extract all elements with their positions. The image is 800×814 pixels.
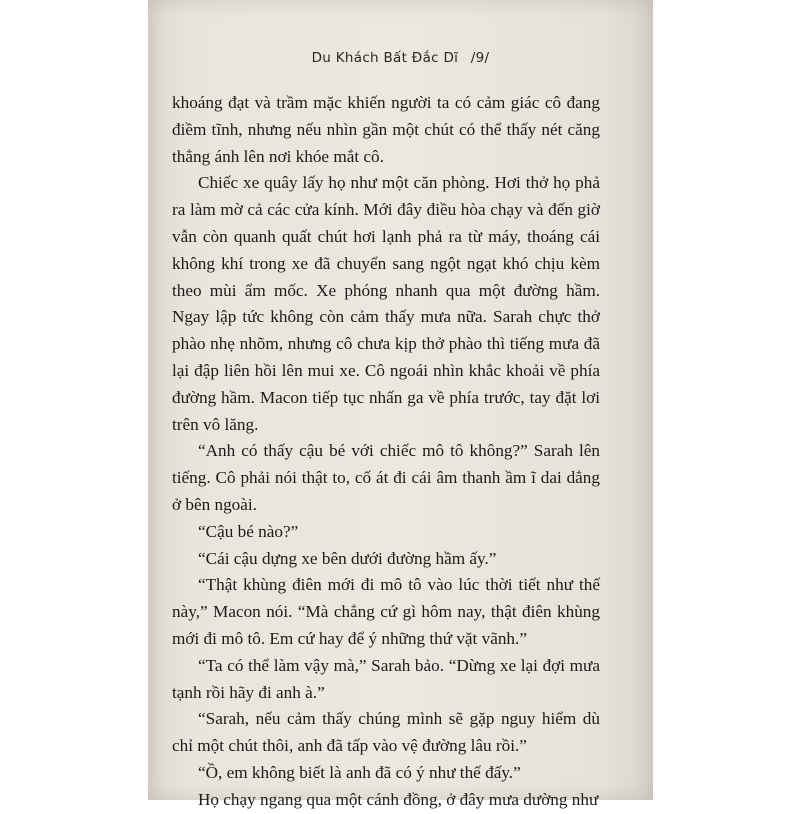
paragraph: “Sarah, nếu cảm thấy chúng mình sẽ gặp nguy hiểm dù chỉ một chút thôi, anh đã tấp vào vệ đường lâu rồi.” (172, 709, 600, 756)
paragraph: “Thật khùng điên mới đi mô tô vào lúc thời tiết như thế này,” Macon nói. “Mà chẳng cứ gì hôm nay, thật điên khùng mới đi mô tô. Em cứ hay để ý những thứ vặt vãnh.” (172, 575, 600, 648)
body-text (172, 90, 600, 814)
paragraph-continuation: khoáng đạt và trầm mặc khiến người ta có cảm giác cô đang điềm tĩnh, nhưng nếu nhìn gần một chút có thể thấy nét căng thẳng ánh lên nơi khóe mắt cô. (172, 93, 600, 166)
paragraph: “Cái cậu dựng xe bên dưới đường hầm ấy.” (198, 548, 497, 568)
paragraph: “Cậu bé nào?” (198, 521, 299, 541)
paragraph: Họ chạy ngang qua một cánh đồng, ở đây mưa dường như (198, 789, 599, 809)
paragraph: “Ồ, em không biết là anh đã có ý như thế đấy.” (198, 762, 521, 782)
book-title: Du Khách Bất Đắc Dĩ (311, 50, 459, 66)
running-header (148, 50, 653, 66)
paragraph: “Anh có thấy cậu bé với chiếc mô tô không?” Sarah lên tiếng. Cô phải nói thật to, cố át đi cái âm thanh ầm ĩ dai dẳng ở bên ngoài. (172, 441, 600, 514)
paragraph: Chiếc xe quây lấy họ như một căn phòng. Hơi thở họ phả ra làm mờ cả các cửa kính. Mới đây điều hòa chạy và đến giờ vẫn còn quanh quất chút hơi lạnh phả ra từ máy, thoáng cái không khí trong xe đã chuyển sang ngột ngạt khó chịu kèm theo mùi ẩm mốc. Xe phóng nhanh qua một đường hầm. Ngay lập tức không còn cảm thấy mưa nữa. Sarah chực thở phào nhẹ nhõm, nhưng cô chưa kịp thở phào thì tiếng mưa đã lại đập liên hồi lên mui xe. Cô ngoái nhìn khắc khoải về phía đường hầm. Macon tiếp tục nhấn ga về phía trước, tay đặt lơi trên vô lăng. (172, 173, 600, 434)
paragraph: “Ta có thể làm vậy mà,” Sarah bảo. “Dừng xe lại đợi mưa tạnh rồi hãy đi anh à.” (172, 655, 600, 702)
page-number: /9/ (470, 50, 490, 66)
